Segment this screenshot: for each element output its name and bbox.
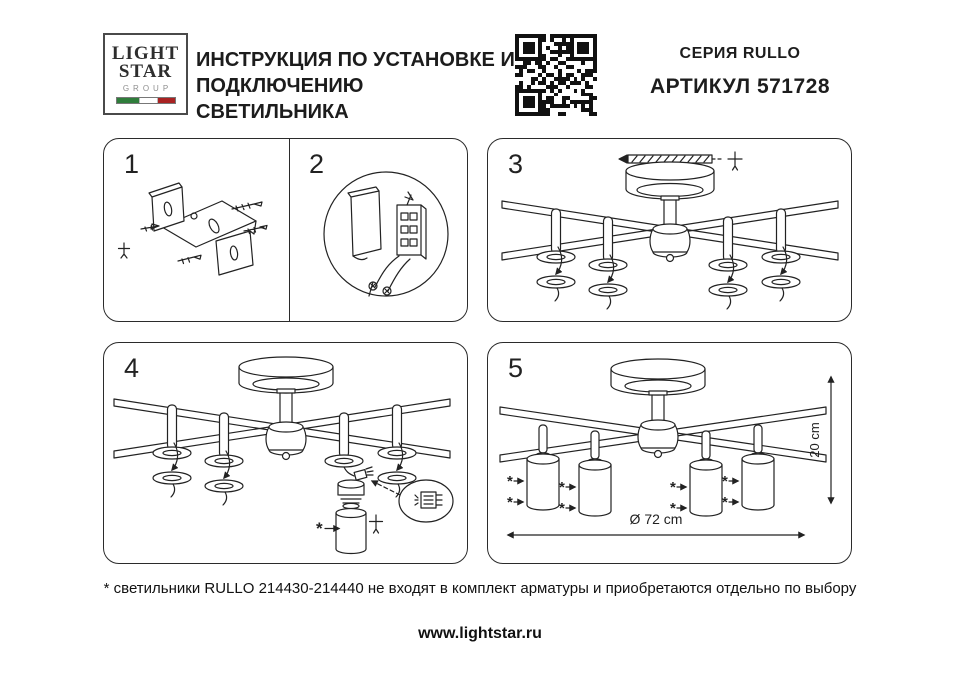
product-info [620, 45, 860, 99]
italian-flag-bar [116, 97, 176, 104]
article-label: АРТИКУЛ 571728 [649, 75, 831, 98]
step-3-number: 3 [508, 149, 524, 179]
shade-cylinder [722, 425, 774, 511]
ceiling-canopy [626, 162, 714, 199]
logo-word-light: LIGHT [111, 42, 180, 64]
terminal-block [397, 192, 426, 259]
lamp-holder [205, 413, 243, 505]
lamp-holder [589, 217, 627, 309]
lamp-holder [537, 209, 575, 301]
stem [649, 391, 667, 423]
diameter-dimension-label: Ø 72 cm [629, 511, 683, 527]
step-4-number: 4 [124, 353, 140, 383]
website-url: www.lightstar.ru [418, 625, 542, 642]
step-5-number: 5 [508, 353, 524, 383]
height-dimension [807, 377, 831, 503]
socket-assembly [338, 467, 373, 509]
bracket [149, 183, 256, 275]
panel-step-5 [487, 342, 852, 564]
logo-word-star: STAR [118, 60, 173, 82]
series-label: СЕРИЯ RULLO [679, 45, 801, 62]
panel-step-4 [103, 342, 468, 564]
ceiling-canopy [611, 359, 705, 395]
not-included-asterisk: * [316, 519, 323, 538]
central-hub [638, 420, 678, 458]
shade-cylinder [336, 509, 366, 554]
ceiling-canopy [239, 357, 333, 393]
shade-cylinder [670, 431, 722, 517]
step-2-number: 2 [309, 149, 325, 179]
stem [661, 196, 679, 227]
page-title-line2: ПОДКЛЮЧЕНИЮ СВЕТИЛЬНИКА [196, 75, 364, 123]
diameter-dimension [508, 511, 804, 535]
screw-icon [728, 152, 742, 170]
lamp-holder [762, 209, 800, 301]
shade-cylinder [507, 425, 559, 511]
central-hub [650, 224, 690, 262]
central-hub [266, 422, 306, 460]
detail-circle [324, 172, 448, 296]
shade-cylinder [559, 431, 611, 517]
stem [277, 389, 295, 425]
bracket-mounting-diagram [104, 139, 289, 323]
wiring-connection-diagram [289, 139, 474, 323]
detail-callout [372, 480, 453, 522]
lamp-holder [153, 405, 191, 497]
screw-and-dowel [178, 255, 201, 263]
lightstar-logo [103, 33, 188, 115]
lamp-holder [709, 217, 747, 309]
page-title [196, 47, 516, 125]
screw-icon [119, 243, 130, 258]
cover-plate [348, 187, 381, 260]
final-assembly-diagram [488, 343, 853, 565]
lamp-wiring-diagram [104, 343, 469, 565]
frame-assembly-diagram [488, 139, 853, 323]
panel-step-3 [487, 138, 852, 322]
page-title-line1: ИНСТРУКЦИЯ ПО УСТАНОВКЕ И [196, 49, 515, 71]
step-1-number: 1 [124, 149, 140, 179]
footnote: * светильники RULLO 214430-214440 не входят в комплект арматуры и приобретаются отдельно по выбору [103, 580, 857, 597]
height-dimension-label: 20 cm [807, 422, 822, 458]
wires [369, 256, 410, 296]
panel-steps-1-2 [103, 138, 468, 322]
logo-word-group: GROUP [122, 83, 173, 93]
qr-code [515, 34, 597, 116]
screw-icon [370, 515, 383, 533]
